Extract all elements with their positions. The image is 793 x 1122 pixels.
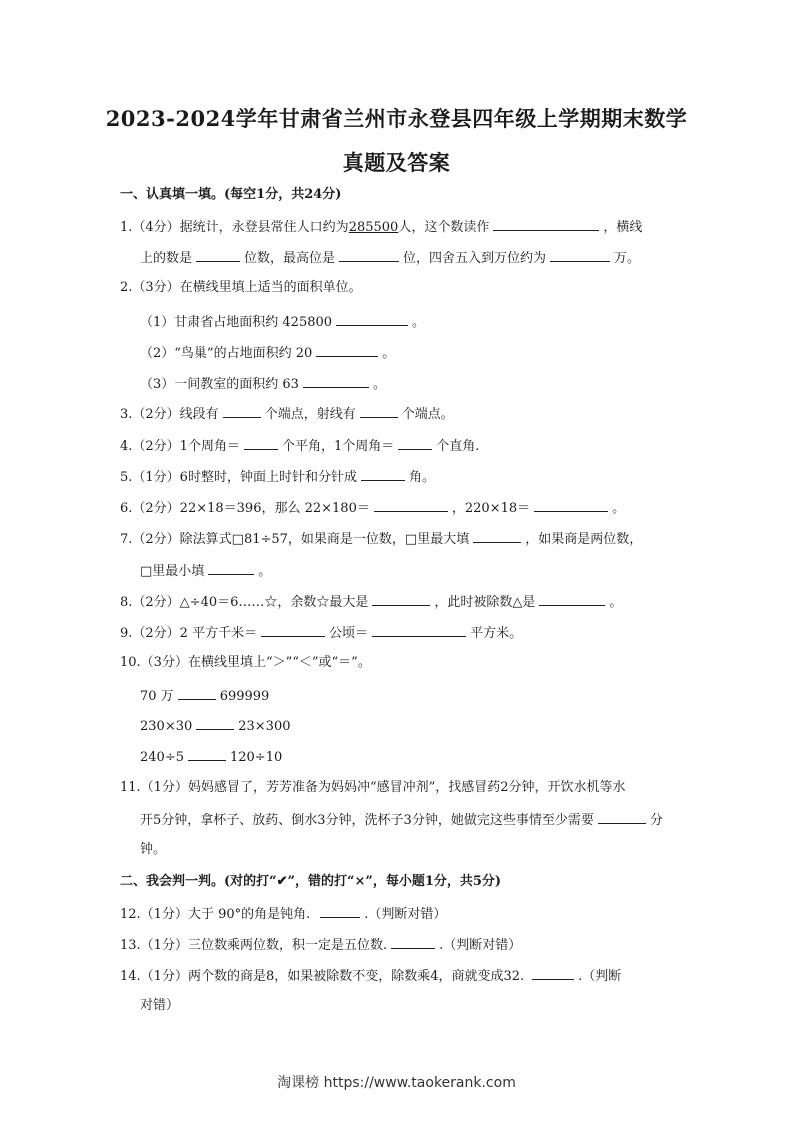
q2-sub-1-blank[interactable] [336,312,408,326]
question-14-line-2: 对错） [140,998,180,1013]
document-title-line-1: 2023-2024学年甘肃省兰州市永登县四年级上学期期末数学 [105,106,688,131]
q14-text-a: 14.（1分）两个数的商是8，如果被除数不变，除数乘4，商就变成32. [120,969,525,984]
q2-sub-2-end: 。 [382,346,396,361]
q11-text-c: 分 [649,813,663,828]
q7-blank-2[interactable] [208,561,254,575]
q10-row-1-left: 70 万 [140,689,174,704]
q10-row-3-right: 120÷10 [229,750,283,765]
q7-text-c: □里最小填 [140,564,205,579]
q5-text-a: 5.（1分）6时整时，钟面上时针和分针成 [120,470,357,485]
q9-text-c: 平方米。 [470,626,523,641]
question-7-line-2 [140,561,271,581]
q6-text-a: 6.（2分）22×18＝396，那么 22×180＝ [120,501,370,516]
q2-sub-1-end: 。 [412,315,426,330]
q10-row-2-right: 23×300 [238,719,291,734]
q9-blank-2[interactable] [372,623,466,637]
q10-row-3-blank[interactable] [188,747,226,761]
question-7-line-1 [120,529,642,549]
q5-text-b: 角。 [408,470,435,485]
q9-text-b: 公顷＝ [329,626,369,641]
q12-text-b: .（判断对错） [364,907,447,922]
question-1-line-1 [120,217,642,237]
q3-text-a: 3.（2分）线段有 [120,407,219,422]
q7-text-a: 7.（2分）除法算式□81÷57，如果商是一位数，□里最大填 [120,532,470,547]
q3-blank-2[interactable] [360,404,398,418]
question-2-sub-2 [140,343,395,363]
q6-text-b: ，220×18＝ [451,501,531,516]
question-11-line-2 [140,810,663,830]
q2-sub-2-text: （2）“鸟巢”的占地面积约 20 [140,346,313,361]
q2-sub-3-end: 。 [372,377,386,392]
q3-text-b: 个端点，射线有 [264,407,356,422]
q1-population-number: 285500 [348,220,399,235]
q7-text-d: 。 [258,564,272,579]
q1-answer-blank-highest[interactable] [339,248,399,262]
q5-blank[interactable] [361,467,405,481]
q4-blank-2[interactable] [398,436,432,450]
q4-text-b: 个平角，1个周角＝ [281,439,395,454]
q9-blank-1[interactable] [261,623,325,637]
question-5 [120,467,435,487]
question-4 [120,436,479,456]
section-2-heading: 二、我会判一判。(对的打“✔”，错的打“×”，每小题1分，共5分) [120,874,502,889]
q8-text-c: 。 [609,595,623,610]
q13-text-a: 13.（1分）三位数乘两位数，积一定是五位数. [120,938,388,953]
q2-sub-2-blank[interactable] [316,343,378,357]
section-1-heading: 一、认真填一填。(每空1分，共24分) [120,187,342,202]
q1-text-c: ，横线 [603,220,643,235]
q8-blank-1[interactable] [372,592,430,606]
question-6 [120,498,625,518]
q8-blank-2[interactable] [539,592,605,606]
q13-blank[interactable] [391,935,435,949]
q2-sub-3-blank[interactable] [303,374,369,388]
question-14-line-1 [120,966,621,986]
q2-sub-3-text: （3）一间教室的面积约 63 [140,377,299,392]
q14-blank[interactable] [532,966,574,980]
q4-text-a: 4.（2分）1个周角＝ [120,439,240,454]
q6-blank-1[interactable] [374,498,448,512]
q7-blank-1[interactable] [473,529,521,543]
question-2-sub-3 [140,374,386,394]
q14-text-b: .（判断 [578,969,622,984]
q13-text-b: .（判断对错） [439,938,522,953]
q1-text-f: 位，四舍五入到万位约为 [403,251,547,266]
q10-row-3-left: 240÷5 [140,750,184,765]
q12-blank[interactable] [320,904,360,918]
q6-text-c: 。 [612,501,626,516]
q3-blank-1[interactable] [223,404,261,418]
q4-text-c: 个直角. [436,439,480,454]
question-11-line-1: 11.（1分）妈妈感冒了，芳芳准备为妈妈冲“感冒冲剂”，找感冒药2分钟，开饮水机等水 [120,780,626,795]
q1-text-e: 位数，最高位是 [244,251,336,266]
q1-text-g: 万。 [614,251,641,266]
question-10-row-2 [140,716,291,736]
q1-text-b: 人，这个数读作 [398,220,490,235]
q12-text-a: 12.（1分）大于 90°的角是钝角. [120,907,311,922]
q10-row-1-right: 699999 [219,689,270,704]
q8-text-b: ，此时被除数△是 [434,595,536,610]
question-2-sub-1 [140,312,425,332]
question-11-line-3: 钟。 [140,842,167,857]
q6-blank-2[interactable] [534,498,608,512]
question-10-row-1 [140,686,269,706]
q1-answer-blank-round[interactable] [550,248,610,262]
q1-text-d: 上的数是 [140,251,193,266]
question-10: 10.（3分）在横线里填上“＞”“＜”或“＝”。 [120,655,371,670]
q10-row-2-left: 230×30 [140,719,193,734]
question-12 [120,904,446,924]
q3-text-c: 个端点。 [401,407,454,422]
q11-blank[interactable] [598,810,646,824]
q7-text-b: ，如果商是两位数， [525,532,643,547]
question-8 [120,592,622,612]
question-10-row-3 [140,747,282,767]
q1-answer-blank-read[interactable] [493,217,599,231]
question-13 [120,935,521,955]
q10-row-1-blank[interactable] [178,686,216,700]
q1-answer-blank-digits[interactable] [196,248,240,262]
question-9 [120,623,522,643]
q9-text-a: 9.（2分）2 平方千米＝ [120,626,258,641]
question-1-line-2 [140,248,640,268]
question-3 [120,404,454,424]
q10-row-2-blank[interactable] [196,716,234,730]
document-title-line-2: 真题及答案 [342,150,451,175]
q1-text-a: 1.（4分）据统计，永登县常住人口约为 [120,220,349,235]
footer-watermark: 淘课榜 https://www.taokerank.com [277,1075,516,1091]
q8-text-a: 8.（2分）△÷40＝6……☆，余数☆最大是 [120,595,369,610]
q11-text-b: 开5分钟，拿杯子、放药、倒水3分钟，洗杯子3分钟，她做完这些事情至少需要 [140,813,594,828]
q2-sub-1-text: （1）甘肃省占地面积约 425800 [140,315,333,330]
q4-blank-1[interactable] [244,436,278,450]
question-2: 2.（3分）在横线里填上适当的面积单位。 [120,280,362,295]
